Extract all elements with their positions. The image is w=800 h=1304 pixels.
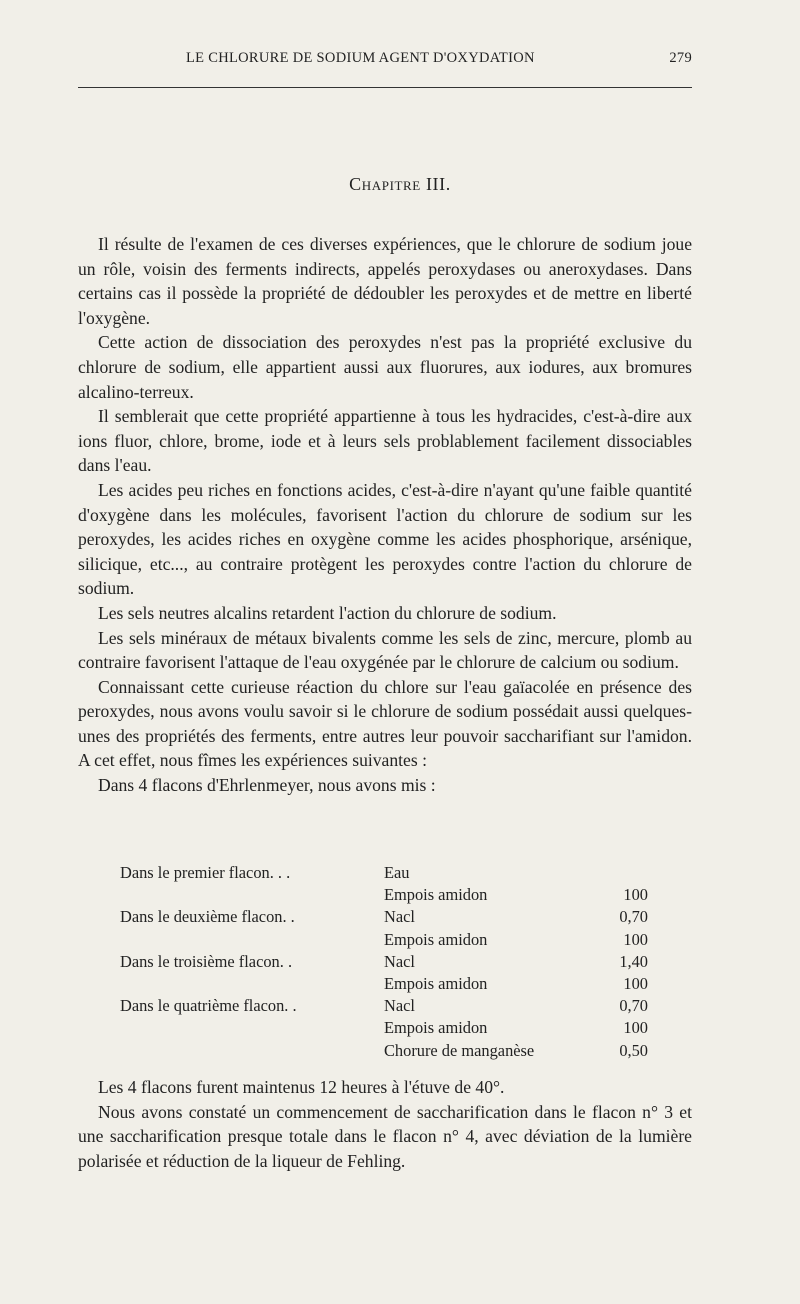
substance: Empois amidon (384, 929, 488, 949)
quantity: 1,40 (619, 951, 648, 971)
table-row (0, 1040, 800, 1062)
substance: Nacl (384, 907, 415, 927)
quantity: 0,70 (619, 996, 648, 1016)
chapter-heading: Chapitre III. (349, 174, 451, 194)
paragraph: Les sels neutres alcalins retardent l'action du chlorure de sodium. (98, 602, 557, 623)
quantity: 0,50 (619, 1040, 648, 1060)
flacons-table (0, 862, 800, 1062)
table-row (0, 951, 800, 973)
paragraph: Cette action de dissociation des peroxydes n'est pas la propriété exclusive du chlorure de sodium, elle appartient aussi aux fluorures, aux iodures, aux bromures alcalino-terreux. (78, 332, 692, 402)
paragraph: Les 4 flacons furent maintenus 12 heures à l'étuve de 40°. (98, 1077, 505, 1097)
quantity: 100 (623, 885, 648, 905)
table-row (0, 929, 800, 951)
quantity: 100 (623, 929, 648, 949)
quantity: 100 (623, 973, 648, 993)
flacon-label: Dans le premier flacon. . . (120, 863, 291, 882)
paragraph: Nous avons constaté un commencement de saccharification dans le flacon n° 3 et une saccharification presque totale dans le flacon n° 4, avec déviation de la lumière polarisée et réduction de la liqueur de Fehling. (78, 1101, 692, 1171)
flacon-label: Dans le quatrième flacon. . (120, 996, 297, 1016)
running-head (78, 50, 692, 72)
substance: Eau (384, 863, 410, 882)
substance: Chorure de manganèse (384, 1040, 535, 1060)
body-text (78, 232, 692, 798)
substance: Empois amidon (384, 973, 488, 993)
substance: Nacl (384, 996, 415, 1016)
table-row (0, 862, 800, 884)
flacon-label: Dans le troisième flacon. . (120, 951, 293, 971)
table-row (0, 906, 800, 928)
table-row (0, 884, 800, 906)
quantity: 0,70 (619, 907, 648, 927)
substance: Nacl (384, 951, 415, 971)
header-rule (78, 87, 692, 88)
paragraph: Connaissant cette curieuse réaction du chlore sur l'eau gaïacolée en présence des peroxydes, nous avons voulu savoir si le chlorure de sodium possédait aussi quelques-unes des propriétés des ferments, entre autres leur pouvoir saccharifiant sur l'amidon. A cet effet, nous fîmes les expériences suivantes : (78, 676, 692, 771)
paragraph: Il résulte de l'examen de ces diverses expériences, que le chlorure de sodium joue un rôle, voisin des ferments indirects, appelés peroxydases ou aneroxydases. Dans certains cas il possède la propriété de dédoubler les peroxydes et de mettre en liberté l'oxygène. (78, 234, 692, 328)
paragraph: Les acides peu riches en fonctions acides, c'est-à-dire n'ayant qu'une faible quantité d'oxygène dans les molécules, favorisent l'action du chlorure de sodium sur les peroxydes, les acides riches en oxygène comme les acides phosphorique, arsénique, silicique, etc..., au contraire protègent les peroxydes contre l'action du chlorure de sodium. (78, 479, 692, 599)
paragraph: Les sels minéraux de métaux bivalents comme les sels de zinc, mercure, plomb au contraire favorisent l'attaque de l'eau oxygénée par le chlorure de calcium ou sodium. (78, 627, 692, 673)
quantity: 100 (623, 1018, 648, 1038)
closing-text (78, 1075, 692, 1173)
table-row (0, 1017, 800, 1039)
substance: Empois amidon (384, 885, 488, 905)
substance: Empois amidon (384, 1018, 488, 1038)
paragraph: Dans 4 flacons d'Ehrlenmeyer, nous avons mis : (98, 775, 436, 796)
paragraph: Il semblerait que cette propriété appartienne à tous les hydracides, c'est-à-dire aux ions fluor, chlore, brome, iode et à leurs sels problablement facilement dissociables dans l'eau. (78, 406, 692, 476)
flacon-label: Dans le deuxième flacon. . (120, 907, 295, 927)
page-number: 279 (669, 50, 692, 66)
table-row (0, 973, 800, 995)
running-title: LE CHLORURE DE SODIUM AGENT D'OXYDATION (186, 50, 535, 66)
table-row (0, 995, 800, 1017)
